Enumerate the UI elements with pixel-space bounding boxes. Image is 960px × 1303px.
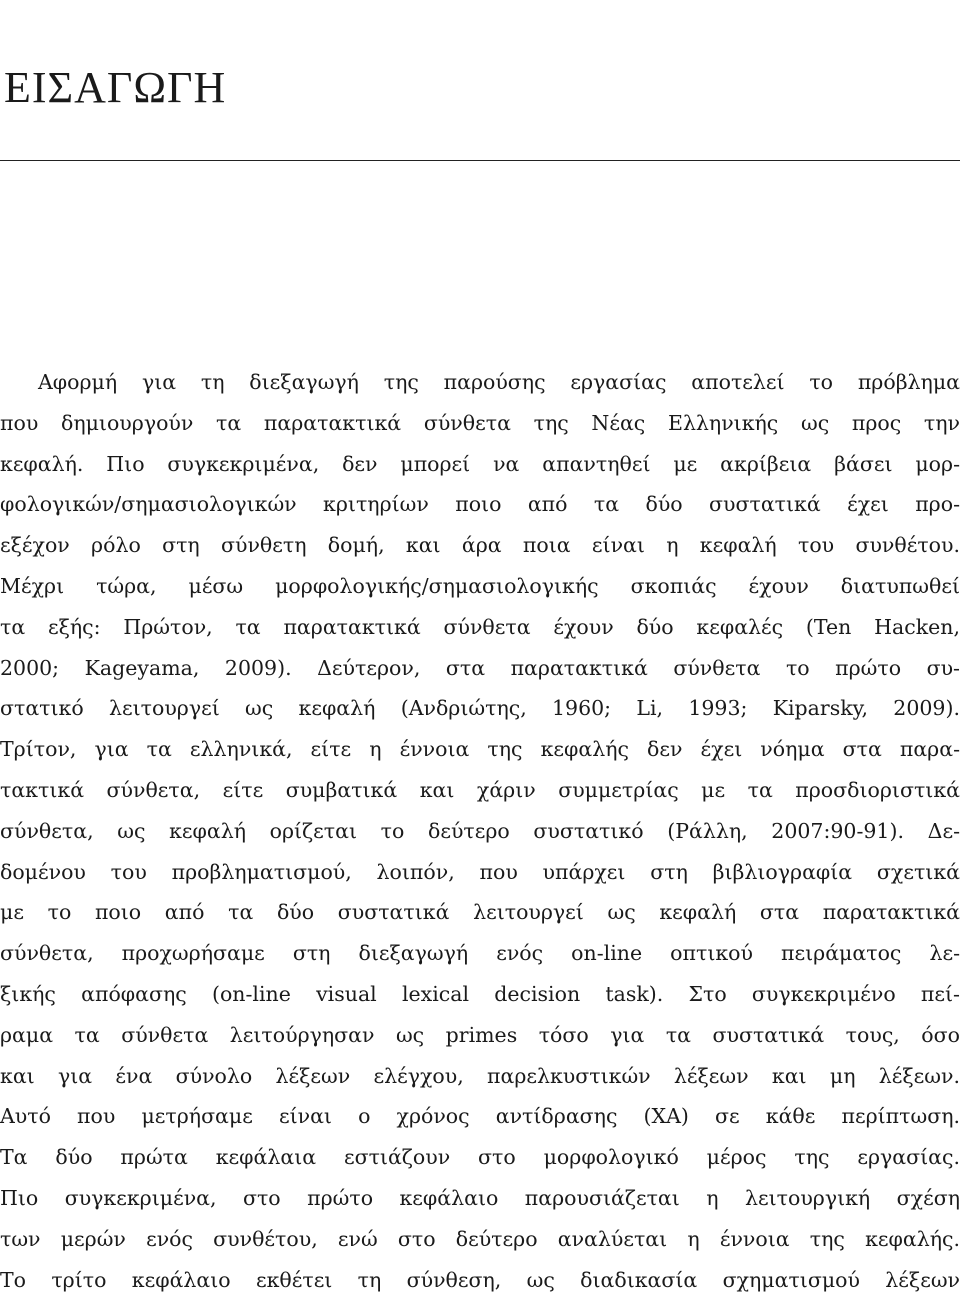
text-line: Αφορμή για τη διεξαγωγή της παρούσης εργασίας αποτελεί το πρόβλημα xyxy=(38,370,960,394)
text-line: κεφαλή. Πιο συγκεκριμένα, δεν μπορεί να απαντηθεί με ακρίβεια βάσει μορ- xyxy=(0,451,960,476)
text-line: εξέχον ρόλο στη σύνθετη δομή, και άρα ποια είναι η κεφαλή του συνθέτου. xyxy=(0,533,960,558)
text-line: δομένου του προβληματισμού, λοιπόν, που υπάρχει στη βιβλιογραφία σχετικά xyxy=(0,859,960,884)
text-line: ραμα τα σύνθετα λειτούργησαν ως primes τόσο για τα συστατικά τους, όσο xyxy=(0,1022,960,1047)
text-line: Το τρίτο κεφάλαιο εκθέτει τη σύνθεση, ως διαδικασία σχηματισμού λέξεων xyxy=(0,1267,960,1292)
text-line: Αυτό που μετρήσαμε είναι ο χρόνος αντίδρασης (ΧΑ) σε κάθε περίπτωση. xyxy=(0,1104,960,1129)
text-line: Πιο συγκεκριμένα, στο πρώτο κεφάλαιο παρουσιάζεται η λειτουργική σχέση xyxy=(0,1185,960,1210)
text-line: και για ένα σύνολο λέξεων ελέγχου, παρελκυστικών λέξεων και μη λέξεων. xyxy=(0,1063,960,1088)
text-line: που δημιουργούν τα παρατακτικά σύνθετα της Νέας Ελληνικής ως προς την xyxy=(0,410,960,435)
chapter-title: ΕΙΣΑΓΩΓΗ xyxy=(4,63,227,112)
text-line: σύνθετα, ως κεφαλή ορίζεται το δεύτερο συστατικό (Ράλλη, 2007:90-91). Δε- xyxy=(0,818,960,843)
text-line: των μερών ενός συνθέτου, ενώ στο δεύτερο αναλύεται η έννοια της κεφαλής. xyxy=(0,1226,960,1251)
text-line: τα εξής: Πρώτον, τα παρατακτικά σύνθετα έχουν δύο κεφαλές (Ten Hacken, xyxy=(0,614,960,639)
text-line: 2000; Kageyama, 2009). Δεύτερον, στα παρατακτικά σύνθετα το πρώτο συ- xyxy=(0,655,960,680)
text-line: Τρίτον, για τα ελληνικά, είτε η έννοια της κεφαλής δεν έχει νόημα στα παρα- xyxy=(0,737,960,762)
text-line: στατικό λειτουργεί ως κεφαλή (Ανδριώτης, 1960; Li, 1993; Kiparsky, 2009). xyxy=(0,696,960,721)
text-line: φολογικών/σημασιολογικών κριτηρίων ποιο από τα δύο συστατικά έχει προ- xyxy=(0,492,960,517)
text-line: ξικής απόφασης (on-line visual lexical decision task). Στο συγκεκριμένο πεί- xyxy=(0,981,960,1006)
text-line: σύνθετα, προχωρήσαμε στη διεξαγωγή ενός on-line οπτικού πειράματος λε- xyxy=(0,941,960,966)
title-divider xyxy=(0,160,960,161)
text-line: Μέχρι τώρα, μέσω μορφολογικής/σημασιολογικής σκοπιάς έχουν διατυπωθεί xyxy=(0,573,960,598)
body-paragraph xyxy=(0,362,960,1300)
text-line: με το ποιο από τα δύο συστατικά λειτουργεί ως κεφαλή στα παρατακτικά xyxy=(0,900,960,925)
text-line: Τα δύο πρώτα κεφάλαια εστιάζουν στο μορφολογικό μέρος της εργασίας. xyxy=(0,1145,960,1170)
text-line: τακτικά σύνθετα, είτε συμβατικά και χάριν συμμετρίας με τα προσδιοριστικά xyxy=(0,777,960,802)
